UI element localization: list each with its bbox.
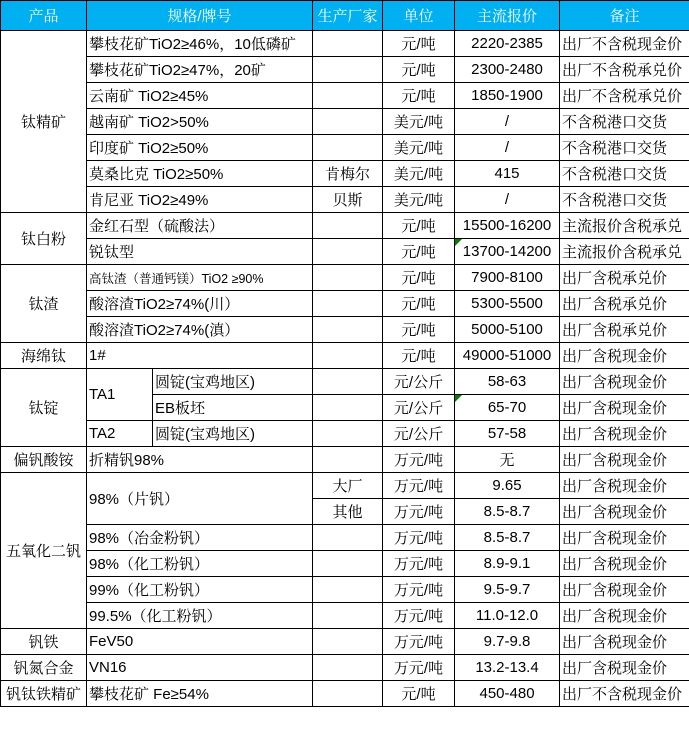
maker-cell <box>313 499 383 525</box>
note-text: 出厂含税现金价 <box>562 426 668 443</box>
note-cell <box>560 83 689 109</box>
unit-text: 元/公斤 <box>393 426 444 443</box>
unit-text: 元/吨 <box>401 36 436 53</box>
maker-cell <box>313 525 383 551</box>
spec-cell <box>87 655 313 681</box>
unit-text: 万元/吨 <box>393 582 444 599</box>
spec-cell <box>87 31 313 57</box>
grade-text: TA2 <box>89 425 116 442</box>
price-text: 65-70 <box>487 399 527 416</box>
unit-cell <box>383 447 455 473</box>
price-cell <box>455 239 560 265</box>
note-cell <box>560 577 689 603</box>
unit-text: 元/吨 <box>401 296 436 313</box>
unit-cell <box>383 343 455 369</box>
spec-text: 肯尼亚 TiO2≥49% <box>89 192 209 209</box>
unit-text: 万元/吨 <box>393 478 444 495</box>
note-text: 出厂含税现金价 <box>562 504 668 521</box>
note-text: 出厂含税现金价 <box>562 374 668 391</box>
unit-text: 美元/吨 <box>393 192 444 209</box>
price-cell <box>455 499 560 525</box>
note-text: 出厂含税承兑价 <box>562 296 668 313</box>
maker-cell <box>313 551 383 577</box>
table-row <box>1 421 689 447</box>
price-cell <box>455 213 560 239</box>
maker-cell <box>313 577 383 603</box>
maker-cell <box>313 317 383 343</box>
price-cell <box>455 135 560 161</box>
table-row <box>1 655 689 681</box>
note-text: 出厂含税现金价 <box>562 582 668 599</box>
spec-text: 锐钛型 <box>89 244 135 261</box>
note-text: 不含税港口交货 <box>562 192 668 209</box>
unit-cell <box>383 655 455 681</box>
price-text: 9.7-9.8 <box>483 633 531 650</box>
spec-cell <box>87 629 313 655</box>
spec-text: 99%（化工粉钒） <box>89 582 210 599</box>
product-text: 钛精矿 <box>20 114 66 131</box>
note-text: 出厂含税承兑价 <box>562 322 668 339</box>
price-cell <box>455 525 560 551</box>
table-row <box>1 135 689 161</box>
price-text: 15500-16200 <box>462 217 552 234</box>
note-text: 出厂含税现金价 <box>562 530 668 547</box>
spec-cell <box>87 161 313 187</box>
note-text: 出厂含税现金价 <box>562 348 668 365</box>
product-text: 钒铁 <box>28 634 59 651</box>
table-row <box>1 447 689 473</box>
note-text: 不含税港口交货 <box>562 140 668 157</box>
spec-text: 98%（化工粉钒） <box>89 556 210 573</box>
maker-text: 贝斯 <box>332 192 363 209</box>
price-cell <box>455 57 560 83</box>
note-text: 出厂含税现金价 <box>562 400 668 417</box>
spec-text: 98%（片钒） <box>89 491 180 508</box>
maker-cell <box>313 57 383 83</box>
product-cell <box>1 629 87 655</box>
note-cell <box>560 421 689 447</box>
maker-text: 肯梅尔 <box>325 166 371 183</box>
table-row <box>1 265 689 291</box>
note-cell <box>560 447 689 473</box>
grade-text: TA1 <box>89 386 116 403</box>
note-cell <box>560 317 689 343</box>
unit-cell <box>383 31 455 57</box>
note-text: 不含税港口交货 <box>562 166 668 183</box>
maker-cell <box>313 369 383 395</box>
price-text: 8.9-9.1 <box>483 555 531 572</box>
maker-cell <box>313 291 383 317</box>
unit-cell <box>383 135 455 161</box>
unit-cell <box>383 161 455 187</box>
type-text: 圆锭(宝鸡地区) <box>155 426 255 443</box>
note-cell <box>560 265 689 291</box>
price-cell <box>455 681 560 707</box>
spec-text: 高钛渣（普通钙镁）TiO2 ≥90% <box>89 271 264 286</box>
price-cell <box>455 265 560 291</box>
price-text: 450-480 <box>479 685 535 702</box>
spec-text: 攀枝花矿TiO2≥46%，10低磷矿 <box>89 36 296 53</box>
unit-text: 元/吨 <box>401 348 436 365</box>
spec-cell <box>87 83 313 109</box>
table-row <box>1 681 689 707</box>
maker-cell <box>313 135 383 161</box>
maker-cell <box>313 161 383 187</box>
note-cell <box>560 213 689 239</box>
product-cell <box>1 473 87 629</box>
note-text: 出厂不含税现金价 <box>562 686 683 703</box>
maker-cell <box>313 395 383 421</box>
maker-text: 大厂 <box>332 478 363 495</box>
price-text: 8.5-8.7 <box>483 503 531 520</box>
note-text: 出厂不含税承兑价 <box>562 62 683 79</box>
note-cell <box>560 603 689 629</box>
price-text: 13.2-13.4 <box>475 659 539 676</box>
spec-text: FeV50 <box>89 633 134 650</box>
maker-cell <box>313 655 383 681</box>
spec-cell <box>87 109 313 135</box>
maker-cell <box>313 109 383 135</box>
price-cell <box>455 447 560 473</box>
table-body <box>1 31 689 707</box>
price-cell <box>455 31 560 57</box>
price-text: 415 <box>494 165 520 182</box>
spec-cell <box>87 681 313 707</box>
price-cell <box>455 421 560 447</box>
product-text: 钛白粉 <box>20 231 66 248</box>
product-text: 五氧化二钒 <box>5 543 81 560</box>
unit-text: 美元/吨 <box>393 140 444 157</box>
spec-cell <box>87 473 313 525</box>
unit-text: 元/吨 <box>401 62 436 79</box>
spec-cell <box>87 239 313 265</box>
unit-text: 万元/吨 <box>393 556 444 573</box>
table-row <box>1 213 689 239</box>
note-text: 出厂含税现金价 <box>562 634 668 651</box>
price-cell <box>455 473 560 499</box>
column-header-unit: 单位 <box>383 1 455 31</box>
table-row <box>1 57 689 83</box>
spec-cell <box>87 343 313 369</box>
note-text: 出厂含税现金价 <box>562 660 668 677</box>
unit-text: 万元/吨 <box>393 634 444 651</box>
table-row <box>1 239 689 265</box>
price-cell <box>455 629 560 655</box>
table-row <box>1 317 689 343</box>
table-row <box>1 603 689 629</box>
note-text: 不含税港口交货 <box>562 114 668 131</box>
price-cell <box>455 603 560 629</box>
price-text: / <box>504 191 510 208</box>
price-cell <box>455 317 560 343</box>
unit-text: 万元/吨 <box>393 530 444 547</box>
note-cell <box>560 655 689 681</box>
spec-cell <box>87 57 313 83</box>
table-row <box>1 31 689 57</box>
type-cell <box>153 395 313 421</box>
product-text: 钒氮合金 <box>13 660 74 677</box>
column-header-product: 产品 <box>1 1 87 31</box>
price-cell <box>455 161 560 187</box>
type-cell <box>153 369 313 395</box>
note-cell <box>560 343 689 369</box>
price-text: 58-63 <box>487 373 527 390</box>
price-text: / <box>504 113 510 130</box>
note-cell <box>560 291 689 317</box>
product-text: 海绵钛 <box>20 348 66 365</box>
price-text: 2220-2385 <box>471 35 543 52</box>
unit-cell <box>383 551 455 577</box>
spec-text: 1# <box>89 347 106 364</box>
price-text: 5000-5100 <box>471 321 543 338</box>
price-cell <box>455 187 560 213</box>
price-cell <box>455 395 560 421</box>
unit-cell <box>383 499 455 525</box>
product-text: 偏钒酸铵 <box>13 452 74 469</box>
note-cell <box>560 57 689 83</box>
maker-cell <box>313 239 383 265</box>
note-cell <box>560 31 689 57</box>
type-text: 圆锭(宝鸡地区) <box>155 374 255 391</box>
spec-text: 金红石型（硫酸法） <box>89 218 225 235</box>
price-text: 9.65 <box>492 477 522 494</box>
column-header-maker: 生产厂家 <box>313 1 383 31</box>
product-cell <box>1 31 87 213</box>
product-cell <box>1 265 87 343</box>
spec-cell <box>87 577 313 603</box>
price-text: 2300-2480 <box>471 61 543 78</box>
note-cell <box>560 135 689 161</box>
unit-text: 元/公斤 <box>393 400 444 417</box>
unit-cell <box>383 629 455 655</box>
table-row <box>1 109 689 135</box>
unit-text: 万元/吨 <box>393 504 444 521</box>
note-text: 出厂含税承兑价 <box>562 270 668 287</box>
table-row <box>1 187 689 213</box>
spec-text: 99.5%（化工粉钒） <box>89 608 222 625</box>
note-cell <box>560 395 689 421</box>
column-header-spec: 规格/牌号 <box>87 1 313 31</box>
unit-text: 元/吨 <box>401 270 436 287</box>
cell-comment-marker-icon <box>455 239 462 246</box>
product-cell <box>1 369 87 447</box>
unit-cell <box>383 265 455 291</box>
note-cell <box>560 499 689 525</box>
table-row <box>1 291 689 317</box>
spec-text: 越南矿 TiO2>50% <box>89 114 209 131</box>
unit-cell <box>383 681 455 707</box>
unit-cell <box>383 369 455 395</box>
maker-cell <box>313 83 383 109</box>
note-cell <box>560 239 689 265</box>
unit-cell <box>383 213 455 239</box>
note-text: 出厂含税现金价 <box>562 478 668 495</box>
unit-cell <box>383 395 455 421</box>
price-text: 9.5-9.7 <box>483 581 531 598</box>
product-cell <box>1 681 87 707</box>
table-header <box>1 1 689 31</box>
unit-cell <box>383 291 455 317</box>
spec-text: 98%（冶金粉钒） <box>89 530 210 547</box>
unit-text: 元/吨 <box>401 686 436 703</box>
price-text: 5300-5500 <box>471 295 543 312</box>
note-cell <box>560 473 689 499</box>
spec-cell <box>87 213 313 239</box>
unit-text: 万元/吨 <box>393 608 444 625</box>
spec-text: 酸溶渣TiO2≥74%(川） <box>89 296 240 313</box>
table-row <box>1 577 689 603</box>
note-cell <box>560 525 689 551</box>
type-text: EB板坯 <box>155 400 206 417</box>
maker-cell <box>313 473 383 499</box>
maker-cell <box>313 187 383 213</box>
price-cell <box>455 655 560 681</box>
product-cell <box>1 447 87 473</box>
cell-comment-marker-icon <box>455 395 462 402</box>
table-row <box>1 369 689 395</box>
unit-cell <box>383 187 455 213</box>
spec-cell <box>87 447 313 473</box>
spec-cell <box>87 603 313 629</box>
note-text: 出厂含税现金价 <box>562 452 668 469</box>
price-text: 11.0-12.0 <box>475 607 539 624</box>
table-row <box>1 343 689 369</box>
product-cell <box>1 213 87 265</box>
unit-text: 元/公斤 <box>393 374 444 391</box>
table-row <box>1 473 689 499</box>
maker-cell <box>313 31 383 57</box>
type-cell <box>153 421 313 447</box>
spec-cell <box>87 317 313 343</box>
price-cell <box>455 577 560 603</box>
note-text: 主流报价含税承兑 <box>562 244 683 261</box>
spec-text: 云南矿 TiO2≥45% <box>89 88 209 105</box>
price-text: 13700-14200 <box>462 243 552 260</box>
unit-cell <box>383 421 455 447</box>
price-cell <box>455 109 560 135</box>
product-text: 钛锭 <box>28 400 59 417</box>
spec-text: VN16 <box>89 659 127 676</box>
maker-cell <box>313 343 383 369</box>
table-row <box>1 161 689 187</box>
spec-cell <box>87 291 313 317</box>
maker-cell <box>313 681 383 707</box>
product-text: 钒钛铁精矿 <box>5 686 81 703</box>
spec-cell <box>87 525 313 551</box>
product-cell <box>1 343 87 369</box>
spec-text: 攀枝花矿 Fe≥54% <box>89 686 209 703</box>
price-text: 8.5-8.7 <box>483 529 531 546</box>
maker-text: 其他 <box>332 504 363 521</box>
note-cell <box>560 187 689 213</box>
unit-cell <box>383 473 455 499</box>
price-text: 57-58 <box>487 425 527 442</box>
note-cell <box>560 369 689 395</box>
spec-cell <box>87 551 313 577</box>
maker-cell <box>313 447 383 473</box>
note-cell <box>560 681 689 707</box>
unit-cell <box>383 109 455 135</box>
price-text: 7900-8100 <box>471 269 543 286</box>
grade-cell <box>87 369 153 421</box>
product-text: 钛渣 <box>28 296 59 313</box>
spec-text: 印度矿 TiO2≥50% <box>89 140 209 157</box>
unit-text: 元/吨 <box>401 218 436 235</box>
maker-cell <box>313 265 383 291</box>
unit-text: 万元/吨 <box>393 452 444 469</box>
unit-text: 元/吨 <box>401 88 436 105</box>
grade-cell <box>87 421 153 447</box>
spec-text: 折精钒98% <box>89 452 165 469</box>
unit-text: 万元/吨 <box>393 660 444 677</box>
table-row <box>1 551 689 577</box>
spec-text: 攀枝花矿TiO2≥47%，20矿 <box>89 62 266 79</box>
table-row <box>1 629 689 655</box>
note-cell <box>560 109 689 135</box>
spec-text: 莫桑比克 TiO2≥50% <box>89 166 224 183</box>
price-text: 49000-51000 <box>462 347 552 364</box>
note-text: 主流报价含税承兑 <box>562 218 683 235</box>
table-row <box>1 525 689 551</box>
product-cell <box>1 655 87 681</box>
maker-cell <box>313 421 383 447</box>
maker-cell <box>313 629 383 655</box>
unit-cell <box>383 525 455 551</box>
spec-cell <box>87 135 313 161</box>
price-cell <box>455 343 560 369</box>
column-header-note: 备注 <box>560 1 689 31</box>
price-text: 1850-1900 <box>471 87 543 104</box>
unit-text: 元/吨 <box>401 244 436 261</box>
price-cell <box>455 369 560 395</box>
spec-text: 酸溶渣TiO2≥74%(滇） <box>89 322 240 339</box>
price-cell <box>455 551 560 577</box>
unit-text: 美元/吨 <box>393 114 444 131</box>
header-row <box>1 1 689 31</box>
column-header-price: 主流报价 <box>455 1 560 31</box>
note-text: 出厂不含税现金价 <box>562 36 683 53</box>
table-row <box>1 83 689 109</box>
unit-cell <box>383 603 455 629</box>
maker-cell <box>313 603 383 629</box>
price-cell <box>455 83 560 109</box>
unit-cell <box>383 317 455 343</box>
unit-cell <box>383 239 455 265</box>
spec-cell <box>87 265 313 291</box>
unit-text: 美元/吨 <box>393 166 444 183</box>
note-cell <box>560 551 689 577</box>
unit-cell <box>383 577 455 603</box>
unit-cell <box>383 57 455 83</box>
unit-cell <box>383 83 455 109</box>
maker-cell <box>313 213 383 239</box>
price-text: 无 <box>499 452 515 469</box>
price-text: / <box>504 139 510 156</box>
spec-cell <box>87 187 313 213</box>
price-cell <box>455 291 560 317</box>
note-text: 出厂含税现金价 <box>562 556 668 573</box>
unit-text: 元/吨 <box>401 322 436 339</box>
note-text: 出厂含税现金价 <box>562 608 668 625</box>
note-cell <box>560 629 689 655</box>
note-text: 出厂不含税承兑价 <box>562 88 683 105</box>
note-cell <box>560 161 689 187</box>
